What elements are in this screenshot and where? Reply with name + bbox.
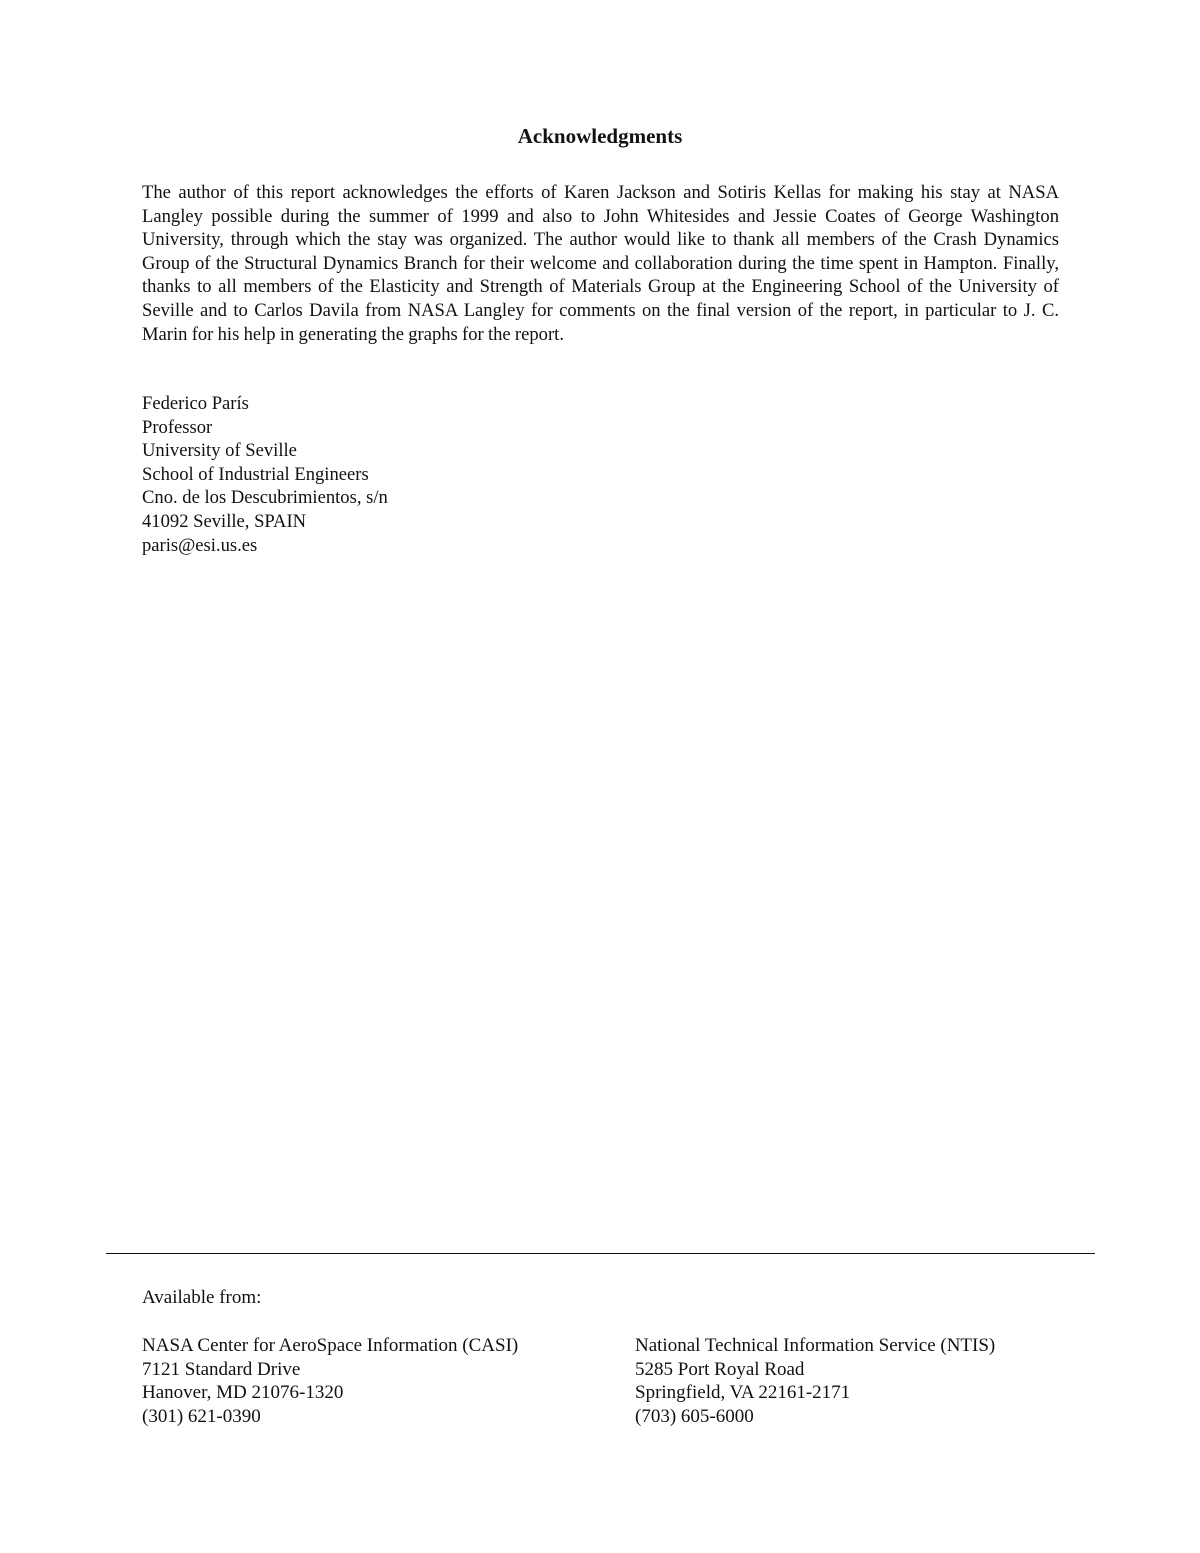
availability-label: Available from: bbox=[142, 1287, 262, 1308]
author-university: University of Seville bbox=[142, 440, 297, 462]
author-email: paris@esi.us.es bbox=[142, 534, 258, 556]
author-street: Cno. de los Descubrimientos, s/n bbox=[142, 487, 388, 509]
ntis-street: 5285 Port Royal Road bbox=[635, 1358, 805, 1380]
page-title: Acknowledgments bbox=[517, 124, 683, 148]
acknowledgments-paragraph: The author of this report acknowledges the efforts of Karen Jackson and Sotiris Kellas for making his stay at NASA Langley possible during the summer of 1999 and also to John Whitesides and Jessie Coates of George Washington University, through which the stay was organized. The author would like to thank all members of the Crash Dynamics Group of the Structural Dynamics Branch for their welcome and collaboration during the time spent in Hampton. Finally, thanks to all members of the Elasticity and Strength of Materials Group at the Engineering School of the University of Seville and to Carlos Davila from NASA Langley for comments on the final version of the report, in particular to J. C. Marin for his help in generating the graphs for the report. bbox=[142, 182, 1059, 345]
casi-city: Hanover, MD 21076-1320 bbox=[142, 1382, 344, 1404]
ntis-address-block bbox=[635, 1334, 995, 1428]
casi-street: 7121 Standard Drive bbox=[142, 1358, 301, 1380]
ntis-phone: (703) 605-6000 bbox=[635, 1405, 754, 1427]
ntis-city: Springfield, VA 22161-2171 bbox=[635, 1382, 851, 1404]
author-school: School of Industrial Engineers bbox=[142, 463, 369, 485]
ntis-name: National Technical Information Service (NTIS) bbox=[635, 1335, 996, 1356]
author-city: 41092 Seville, SPAIN bbox=[142, 510, 307, 532]
casi-phone: (301) 621-0390 bbox=[142, 1405, 261, 1427]
author-name: Federico París bbox=[142, 393, 249, 414]
casi-name: NASA Center for AeroSpace Information (CASI) bbox=[142, 1335, 519, 1356]
author-position: Professor bbox=[142, 416, 213, 438]
author-signature-block bbox=[142, 392, 388, 557]
footer-divider bbox=[106, 1253, 1095, 1254]
casi-address-block bbox=[142, 1334, 518, 1428]
